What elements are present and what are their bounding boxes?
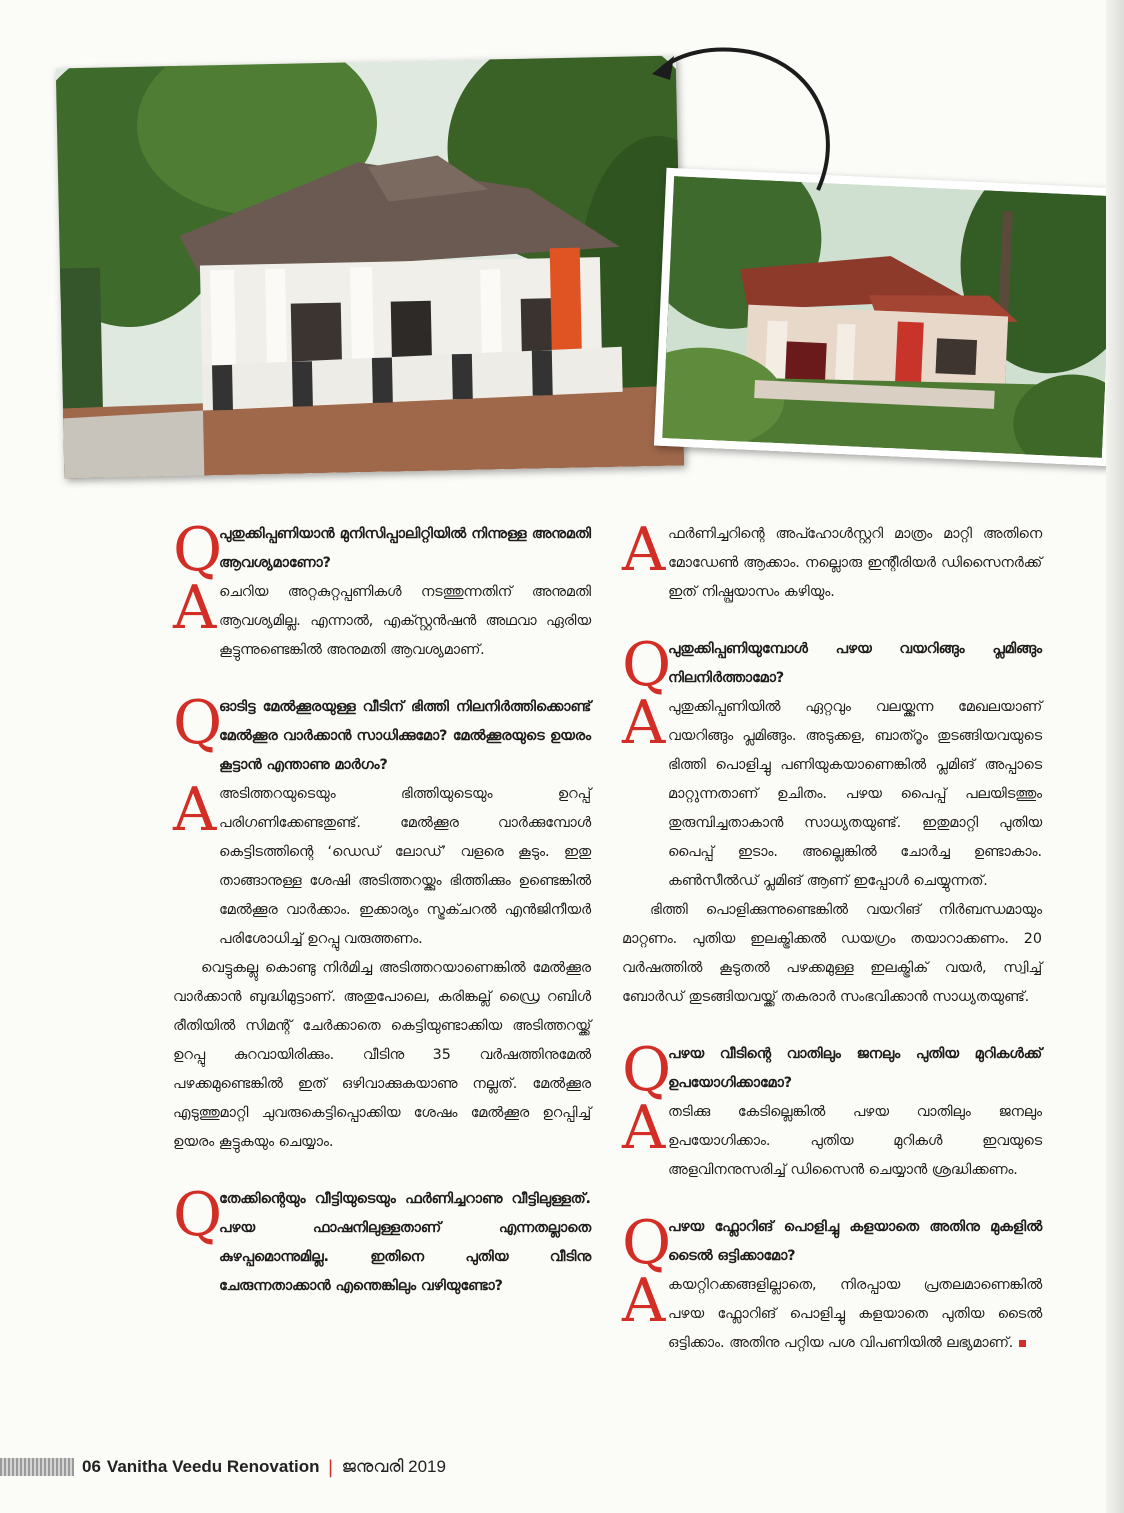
question-block bbox=[622, 1035, 1042, 1105]
answer-mark-letter: A bbox=[173, 775, 217, 845]
answer-text: ചെറിയ അറ്റകുറ്റപ്പണികൾ നടത്തുന്നതിന് അനുമതി ആവശ്യമില്ല. എന്നാൽ, എക്സ്റ്റൻഷൻ അഥവാ ഏരിയ കൂട്ടുന്നുണ്ടെങ്കിൽ അനുമതി ആവശ്യമാണ്. bbox=[219, 584, 591, 658]
block-gap bbox=[173, 1157, 591, 1185]
end-mark-icon bbox=[1019, 1340, 1026, 1347]
question-text: പഴയ ഫ്ലോറിങ് പൊളിച്ചു കളയാതെ അതിനു മുകളിൽ ടൈൽ ഒട്ടിക്കാമോ? bbox=[668, 1219, 1042, 1264]
question-mark-letter: Q bbox=[173, 688, 223, 758]
photo-old-house bbox=[654, 168, 1122, 466]
answer-block bbox=[622, 515, 1042, 607]
issue-date: ജനുവരി 2019 bbox=[341, 1457, 446, 1476]
right-column bbox=[622, 515, 1042, 1358]
question-mark-letter: Q bbox=[173, 1180, 223, 1250]
block-gap bbox=[622, 1185, 1042, 1213]
answer-block bbox=[173, 573, 591, 665]
answer-text: അടിത്തറയുടെയും ഭിത്തിയുടെയും ഉറപ്പ് പരിഗണിക്കേണ്ടതുണ്ട്. മേൽക്കൂര വാർക്കുമ്പോൾ കെട്ടിടത്തിന്റെ ‘ഡെഡ് ലോഡ്’ വളരെ കൂടും. ഇതു താങ്ങാനുള്ള ശേഷി അടിത്തറയ്ക്കും ഭിത്തിക്കും ഉണ്ടെങ്കിൽ മേൽക്കൂര വാർക്കാം. ഇക്കാര്യം സ്ട്രക്ചറൽ എൻജിനീയർ പരിശോധിച്ച് ഉറപ്പു വരുത്തണം. bbox=[219, 786, 591, 947]
answer-block bbox=[622, 1266, 1042, 1358]
question-mark-letter: Q bbox=[622, 630, 672, 700]
question-mark-letter: Q bbox=[622, 1035, 672, 1105]
paragraph: വെട്ടുകല്ലു കൊണ്ടു നിർമിച്ച അടിത്തറയാണെങ്കിൽ മേൽക്കൂര വാർക്കാൻ ബുദ്ധിമുട്ടാണ്. അതുപോലെ, കരിങ്കല്ല് ഡ്രൈ റബിൾ രീതിയിൽ സിമന്റ് ചേർക്കാതെ കെട്ടിയുണ്ടാക്കിയ അടിത്തറയ്ക്ക് ഉറപ്പു കുറവായിരിക്കും. വീടിനു 35 വർഷത്തിനുമേൽ പഴക്കമുണ്ടെങ്കിൽ ഇത് ഒഴിവാക്കുകയാണു നല്ലത്. മേൽക്കൂര എടുത്തുമാറ്റി ചുവരുകെട്ടിപ്പൊക്കിയ ശേഷം മേൽക്കൂര ഉറപ്പിച്ച് ഉയരം കൂട്ടുകയും ചെയ്യാം. bbox=[173, 960, 591, 1150]
answer-text: ഫർണിച്ചറിന്റെ അപ്ഹോൾസ്റ്ററി മാത്രം മാറ്റി അതിനെ മോഡേൺ ആക്കാം. നല്ലൊരു ഇന്റീരിയർ ഡിസൈനർക്ക് ഇത് നിഷ്പ്രയാസം കഴിയും. bbox=[668, 526, 1042, 600]
magazine-name: Vanitha Veedu Renovation bbox=[106, 1457, 320, 1476]
question-block bbox=[173, 1180, 591, 1301]
answer-mark-letter: A bbox=[173, 573, 217, 643]
question-text: ഓടിട്ട മേൽക്കൂരയുള്ള വീടിന് ഭിത്തി നിലനിർത്തിക്കൊണ്ട് മേൽക്കൂര വാർക്കാൻ സാധിക്കുമോ? മേൽക്കൂരയുടെ ഉയരം കൂട്ടാൻ എന്താണു മാർഗം? bbox=[219, 699, 591, 773]
footer-bar bbox=[0, 1458, 74, 1476]
paragraph: ഭിത്തി പൊളിക്കുന്നുണ്ടെങ്കിൽ വയറിങ് നിർബന്ധമായും മാറ്റണം. പുതിയ ഇലക്ട്രിക്കൽ ഡയഗ്രം തയാറാക്കണം. 20 വർഷത്തിൽ കൂടുതൽ പഴക്കമുള്ള ഇലക്ട്രിക് വയർ, സ്വിച്ച് ബോർഡ് തുടങ്ങിയവയ്ക്ക് തകരാർ സംഭവിക്കാൻ സാധ്യതയുണ്ട്. bbox=[622, 902, 1042, 1005]
question-text: പുതുക്കിപ്പണിയുമ്പോൾ പഴയ വയറിങ്ങും പ്ലമിങ്ങും നിലനിർത്താമോ? bbox=[668, 641, 1042, 686]
answer-block bbox=[622, 1093, 1042, 1185]
answer-text: തടിക്കു കേടില്ലെങ്കിൽ പഴയ വാതിലും ജനലും ഉപയോഗിക്കാം. പുതിയ മുറികൾ ഇവയുടെ അളവിനനുസരിച്ച് ഡിസൈൻ ചെയ്യാൻ ശ്രദ്ധിക്കണം. bbox=[668, 1104, 1042, 1178]
answer-mark-letter: A bbox=[622, 1093, 666, 1163]
question-text: തേക്കിന്റെയും വീട്ടിയുടെയും ഫർണിച്ചറാണു വീട്ടിലുള്ളത്. പഴയ ഫാഷനിലുള്ളതാണ് എന്നതല്ലാതെ കുഴപ്പമൊന്നുമില്ല. ഇതിനെ പുതിയ വീടിനു ചേരുന്നതാക്കാൻ എന്തെങ്കിലും വഴിയുണ്ടോ? bbox=[219, 1191, 591, 1294]
question-mark-letter: Q bbox=[173, 515, 223, 585]
answer-mark-letter: A bbox=[622, 515, 666, 585]
footer-separator: | bbox=[327, 1456, 334, 1478]
answer-block bbox=[622, 688, 1042, 896]
answer-mark-letter: A bbox=[622, 1266, 666, 1336]
block-gap bbox=[622, 1012, 1042, 1040]
page-edge bbox=[1106, 0, 1124, 1513]
block-gap bbox=[173, 665, 591, 693]
question-mark-letter: Q bbox=[622, 1208, 672, 1278]
question-block bbox=[173, 515, 591, 585]
question-text: പുതുക്കിപ്പണിയാൻ മുനിസിപ്പാലിറ്റിയിൽ നിന്നുള്ള അനുമതി ആവശ്യമാണോ? bbox=[219, 526, 591, 571]
question-block bbox=[173, 688, 591, 780]
left-column bbox=[173, 515, 591, 1301]
answer-text: കയറ്റിറക്കങ്ങളില്ലാതെ, നിരപ്പായ പ്രതലമാണെങ്കിൽ പഴയ ഫ്ലോറിങ് പൊളിച്ചു കളയാതെ പുതിയ ടൈൽ ഒട്ടിക്കാം. അതിനു പറ്റിയ പശ വിപണിയിൽ ലഭ്യമാണ്. bbox=[668, 1277, 1042, 1351]
photo-renovated-house bbox=[56, 56, 684, 479]
answer-block bbox=[173, 775, 591, 954]
answer-mark-letter: A bbox=[622, 688, 666, 758]
block-gap bbox=[622, 607, 1042, 635]
page-number: 06 bbox=[82, 1457, 101, 1476]
page-footer bbox=[0, 1451, 560, 1483]
question-block bbox=[622, 1208, 1042, 1278]
transformation-arrow-icon bbox=[640, 40, 860, 210]
question-text: പഴയ വീടിന്റെ വാതിലും ജനലും പുതിയ മുറികൾക്ക് ഉപയോഗിക്കാമോ? bbox=[668, 1046, 1042, 1091]
question-block bbox=[622, 630, 1042, 700]
answer-text: പുതുക്കിപ്പണിയിൽ ഏറ്റവും വലയ്ക്കുന്ന മേഖലയാണ് വയറിങ്ങും പ്ലമിങ്ങും. അടുക്കള, ബാത്റൂം തുടങ്ങിയവയുടെ ഭിത്തി പൊളിച്ചു പണിയുകയാണെങ്കിൽ പ്ലമിങ് അപ്പാടെ മാറ്റുന്നതാണ് ഉചിതം. പഴയ പൈപ്പ് പലയിടത്തും തുരുമ്പിച്ചതാകാൻ സാധ്യതയുണ്ട്. ഇതുമാറ്റി പുതിയ പൈപ്പ് ഇടാം. അല്ലെങ്കിൽ ചോർച്ച ഉണ്ടാകാം. കൺസീൽഡ് പ്ലമിങ് ആണ് ഇപ്പോൾ ചെയ്യുന്നത്. bbox=[668, 699, 1042, 889]
